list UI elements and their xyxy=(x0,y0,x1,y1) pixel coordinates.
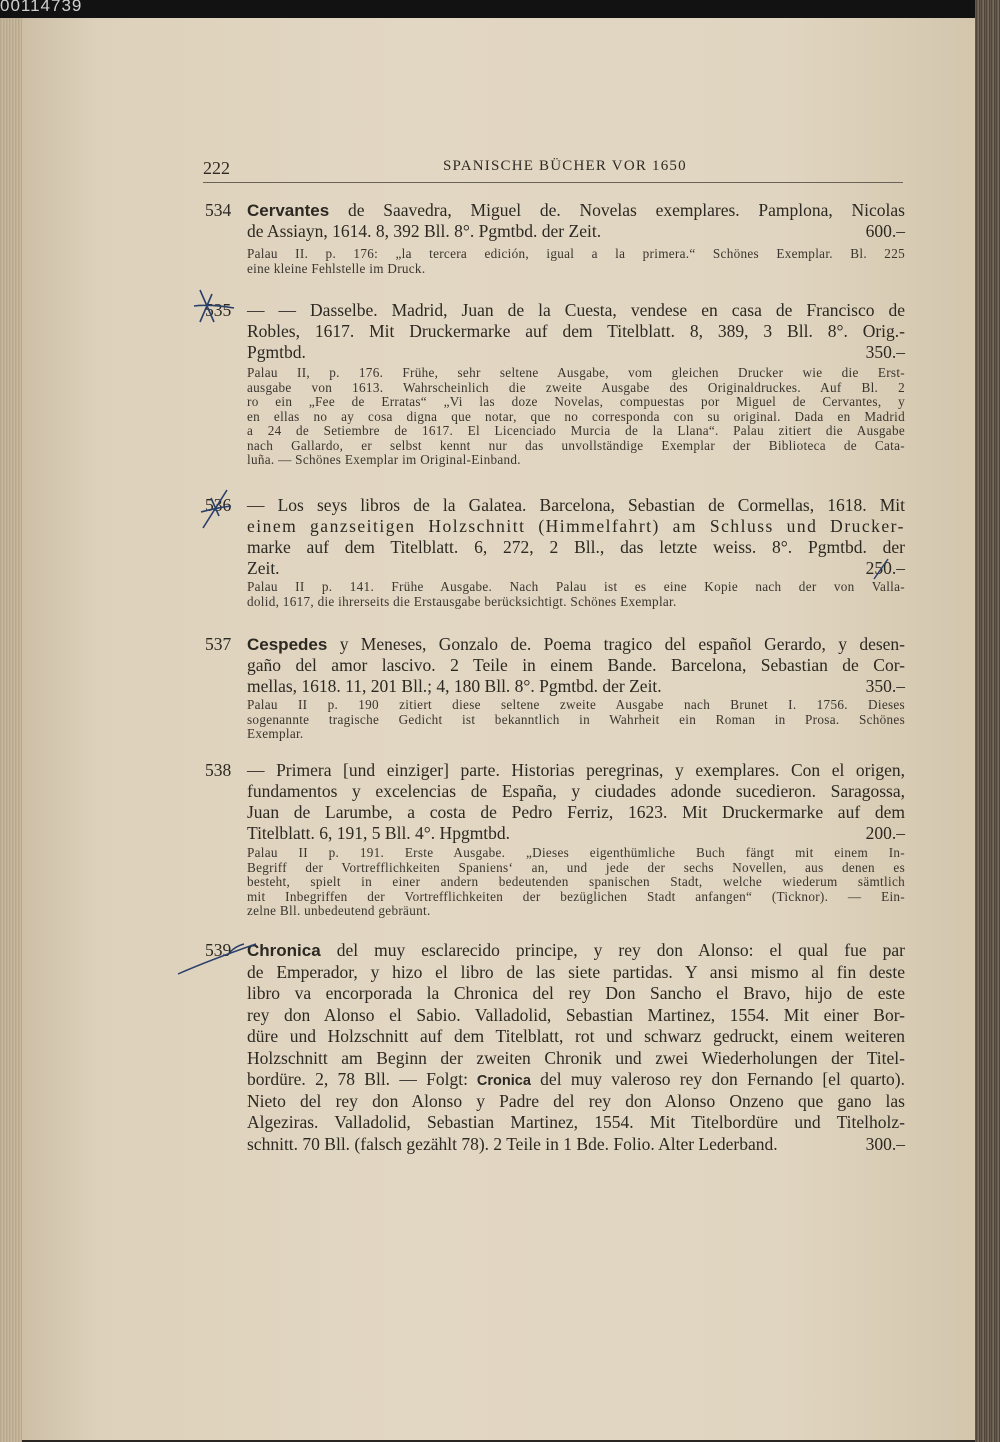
entry-price: 350.– xyxy=(865,676,905,696)
note-line: mit Inbegriffen der Vortrefflichkeiten der bezüglichen Stadt anfangen“ (Ticknor). — Ein- xyxy=(247,888,905,904)
scan-code: 00114739 xyxy=(0,0,83,15)
page-number: 222 xyxy=(203,158,230,178)
scan-top-bar xyxy=(0,0,1000,18)
entry-line: — — Dasselbe. Madrid, Juan de la Cuesta, vendese en casa de Francisco de xyxy=(247,300,905,320)
entry-line: Robles, 1617. Mit Druckermarke auf dem Titelblatt. 8, 389, 3 Bll. 8°. Orig.- xyxy=(247,321,905,341)
entry-line: mellas, 1618. 11, 201 Bll.; 4, 180 Bll. 8°. Pgmtbd. der Zeit. xyxy=(247,676,662,696)
book-right-edge xyxy=(975,0,1000,1442)
entry-line: Juan de Larumbe, a costa de Pedro Ferriz, 1623. Mit Druckermarke auf dem xyxy=(247,802,905,822)
entry-number: 539 xyxy=(205,940,232,960)
note-line: Palau II. p. 176: „la tercera edición, igual a la primera.“ Schönes Exemplar. Bl. 225 xyxy=(247,246,905,261)
note-line: zelne Bll. unbedeutend gebräunt. xyxy=(247,903,431,918)
entry-line: rey don Alonso el Sabio. Valladolid, Sebastian Martinez, 1554. Mit einer Bor- xyxy=(247,1004,905,1025)
note-line: eine kleine Fehlstelle im Druck. xyxy=(247,260,426,276)
entry-line: gaño del amor lascivo. 2 Teile in einem Bande. Barcelona, Sebastian de Cor- xyxy=(247,655,905,675)
catalog-entry-535 xyxy=(205,300,905,467)
entry-line xyxy=(247,634,905,655)
entry-price: 350.– xyxy=(865,342,905,362)
note-line: besteht, spielt in einer andern bedeutenden spanischen Stadt, welche wiederum sämtlich xyxy=(247,874,905,889)
entry-number: 537 xyxy=(205,634,232,654)
note-line: Palau II p. 141. Frühe Ausgabe. Nach Palau ist es eine Kopie nach der von Valla- xyxy=(247,579,905,594)
catalog-entry-537 xyxy=(205,634,905,741)
entry-note xyxy=(247,846,905,919)
catalog-entry-536 xyxy=(205,495,905,609)
entry-line: düre und Holzschnitt auf dem Titelblatt, rot und schwarz gedruckt, einem weiteren xyxy=(247,1026,905,1046)
note-line: Palau II p. 191. Erste Ausgabe. „Dieses eigenthümliche Buch fängt mit einem In- xyxy=(247,845,905,860)
entry-price: 600.– xyxy=(865,221,905,241)
entry-price: 250.– xyxy=(865,558,905,578)
note-line: sogenannte tragische Gedicht ist bekanntlich in Wahrheit ein Roman in Prosa. Schönes xyxy=(247,711,905,727)
entry-line xyxy=(247,940,905,961)
entry-line: fundamentos y excelencias de España, y ciudades adonde sucedieron. Saragossa, xyxy=(247,781,905,801)
entry-line: schnitt. 70 Bll. (falsch gezählt 78). 2 Teile in 1 Bde. Folio. Alter Lederband. xyxy=(247,1133,778,1154)
entry-number: 536 xyxy=(205,495,232,515)
entry-text: del muy valeroso rey don Fernando [el quarto). xyxy=(530,1069,906,1089)
entry-line: Holzschnitt am Beginn der zweiten Chronik und zwei Wiederholungen der Titel- xyxy=(247,1047,905,1068)
note-line: Exemplar. xyxy=(247,726,304,741)
entry-line: libro va encorporada la Chronica del rey Don Sancho el Bravo, hijo de este xyxy=(247,983,905,1003)
entry-text: bordüre. 2, 78 Bll. — Folgt: xyxy=(247,1069,468,1089)
entry-line: de Emperador, y hizo el libro de las siete partidas. Y ansi mismo al fin deste xyxy=(247,961,905,982)
title-heading: Cronica xyxy=(467,1073,531,1089)
book-left-edge xyxy=(0,18,22,1442)
entry-line xyxy=(247,1069,905,1091)
entry-note xyxy=(247,247,905,276)
title-heading: Chronica xyxy=(247,941,321,960)
entry-line: Titelblatt. 6, 191, 5 Bll. 4°. Hpgmtbd. xyxy=(247,823,511,843)
entry-text: de Saavedra, Miguel de. Novelas exemplares. Pamplona, Nicolas xyxy=(329,200,905,220)
entry-price: 200.– xyxy=(865,823,905,843)
note-line: ausgabe von 1613. Wahrscheinlich die zweite Ausgabe des Originaldruckes. Auf Bl. 2 xyxy=(247,379,905,395)
entry-line xyxy=(247,200,905,221)
entry-line: marke auf dem Titelblatt. 6, 272, 2 Bll., das letzte weiss. 8°. Pgmtbd. der xyxy=(247,537,905,557)
note-line: luña. — Schönes Exemplar im Original-Einband. xyxy=(247,452,521,467)
entry-text: del muy esclarecido principe, y rey don Alonso: el qual fue par xyxy=(320,940,905,960)
page-header xyxy=(203,152,903,183)
note-line: Begriff der Vortrefflichkeiten Spaniens‘ an, und jede der sechs Novellen, aus denen es xyxy=(247,859,905,875)
entry-line: — Primera [und einziger] parte. Historias peregrinas, y exemplares. Con el origen, xyxy=(247,760,905,780)
catalog-entry-534 xyxy=(205,200,905,276)
running-title: SPANISCHE BÜCHER VOR 1650 xyxy=(443,158,687,174)
entry-note xyxy=(247,698,905,742)
entry-line: einem ganzseitigen Holzschnitt (Himmelfahrt) am Schluss und Drucker- xyxy=(247,516,905,536)
note-line: nach Gallardo, er selbst kennt nur das unvollständige Exemplar der Biblioteca de Cata- xyxy=(247,437,905,453)
entry-line: Nieto del rey don Alonso y Padre del rey don Alonso Onzeno que gano las xyxy=(247,1090,905,1111)
author-name: Cervantes xyxy=(247,201,330,220)
note-line: Palau II p. 190 zitiert diese seltene zweite Ausgabe nach Brunet I. 1756. Dieses xyxy=(247,697,905,712)
note-line: dolid, 1617, die ihrerseits die Erstausgabe berücksichtigt. Schönes Exemplar. xyxy=(247,593,677,609)
entry-text: y Meneses, Gonzalo de. Poema tragico del español Gerardo, y desen- xyxy=(327,634,905,654)
note-line: a 24 de Setiembre de 1617. El Licenciado Murcia de la Llana“. Palau zitiert die Ausgabe xyxy=(247,423,905,438)
entry-line: Zeit. xyxy=(247,558,280,578)
note-line: ro ein „Fee de Erratas“ „Vi las doze Novelas, compuestas por Miguel de Cervantes, y xyxy=(247,394,905,409)
entry-note xyxy=(247,366,905,468)
entry-number: 534 xyxy=(205,200,232,220)
entry-line: Pgmtbd. xyxy=(247,342,306,362)
catalog-entry-538 xyxy=(205,760,905,918)
author-name: Cespedes xyxy=(247,635,328,654)
entry-number: 538 xyxy=(205,760,232,780)
entry-note xyxy=(247,580,905,609)
entry-line: Algeziras. Valladolid, Sebastian Martinez, 1554. Mit Titelbordüre und Titelholz- xyxy=(247,1112,905,1132)
entry-line: de Assiayn, 1614. 8, 392 Bll. 8°. Pgmtbd. der Zeit. xyxy=(247,221,602,241)
entry-number: 535 xyxy=(205,300,232,320)
note-line: Palau II, p. 176. Frühe, sehr seltene Ausgabe, vom gleichen Drucker wie die Erst- xyxy=(247,365,905,380)
entry-price: 300.– xyxy=(865,1133,905,1154)
entry-line: — Los seys libros de la Galatea. Barcelona, Sebastian de Cormellas, 1618. Mit xyxy=(247,495,905,515)
note-line: en ellas no ay cosa digna que notar, que no corresponda con su original. Dada en Madrid xyxy=(247,408,905,424)
catalog-entry-539 xyxy=(205,940,905,1155)
